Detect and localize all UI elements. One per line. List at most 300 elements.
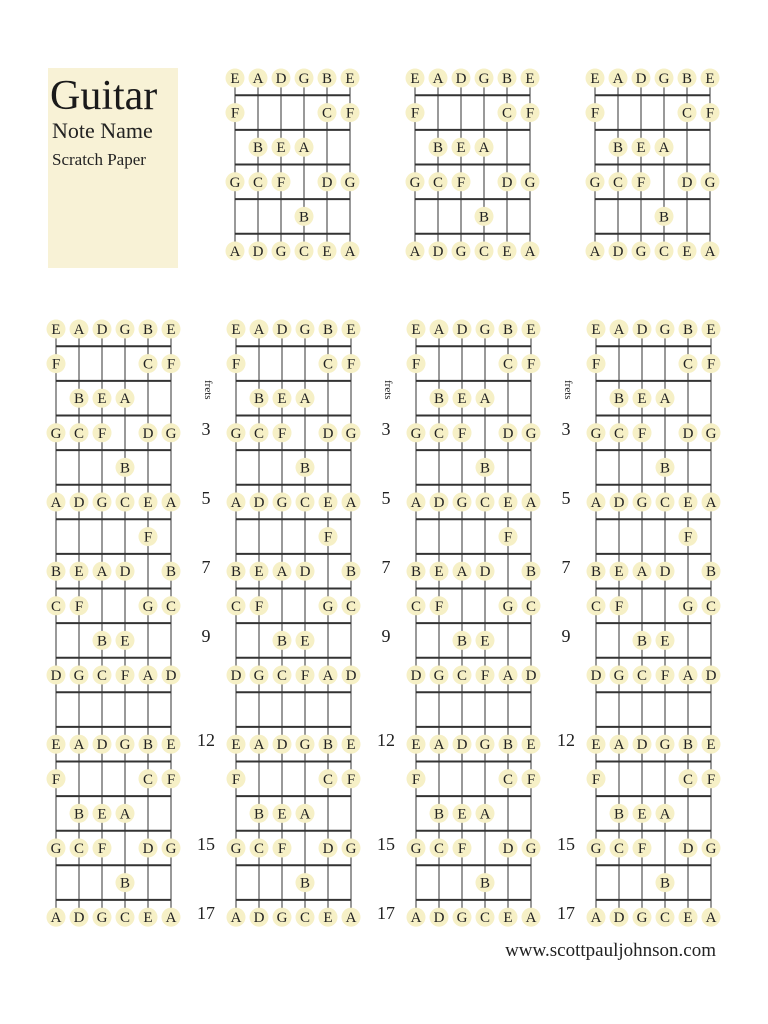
note-marker (342, 735, 361, 754)
note-marker (407, 735, 426, 754)
note-label: E (231, 322, 241, 338)
note-label: E (51, 737, 61, 754)
note-marker (93, 320, 112, 339)
note-marker (227, 493, 246, 512)
note-label: G (142, 598, 154, 615)
note-marker (701, 242, 720, 261)
note-marker (342, 423, 361, 442)
note-label: E (526, 737, 536, 754)
note-label: F (660, 668, 670, 684)
note-label: D (525, 668, 537, 684)
note-marker (610, 908, 629, 927)
note-label: B (681, 71, 693, 87)
note-marker (407, 908, 426, 927)
note-label: E (231, 737, 241, 754)
note-label: E (97, 391, 107, 408)
note-marker (499, 354, 518, 373)
note-label: B (322, 737, 334, 754)
note-label: G (525, 841, 537, 857)
note-marker (47, 562, 66, 581)
note-label: B (96, 633, 108, 650)
note-label: A (299, 806, 311, 823)
note-marker (116, 320, 135, 339)
note-marker (587, 735, 606, 754)
note-label: F (636, 174, 646, 191)
note-label: E (706, 737, 716, 754)
note-label: E (230, 71, 240, 87)
note-marker (430, 423, 449, 442)
note-marker (655, 242, 674, 261)
note-marker (319, 596, 338, 615)
note-marker (430, 596, 449, 615)
note-marker (319, 354, 338, 373)
note-label: G (410, 425, 422, 442)
note-label: G (276, 910, 288, 927)
note-marker (342, 596, 361, 615)
note-label: G (525, 425, 537, 442)
note-marker (678, 103, 697, 122)
note-label: A (659, 391, 671, 408)
note-marker (407, 493, 426, 512)
note-label: D (275, 71, 287, 87)
note-marker (250, 423, 269, 442)
note-marker (273, 666, 292, 685)
note-marker (162, 666, 181, 685)
note-label: B (345, 564, 357, 581)
note-label: A (433, 322, 445, 338)
note-marker (633, 631, 652, 650)
note-label: B (501, 71, 513, 87)
fret-number: 5 (381, 488, 391, 508)
note-marker (162, 320, 181, 339)
note-label: F (300, 668, 310, 684)
note-marker (679, 769, 698, 788)
note-label: C (502, 356, 514, 373)
note-label: D (276, 322, 288, 338)
note-marker (678, 242, 697, 261)
note-marker (272, 138, 291, 157)
fret-number: 15 (557, 834, 575, 854)
note-label: E (637, 806, 647, 823)
note-label: A (119, 806, 131, 823)
note-label: D (142, 425, 154, 442)
note-marker (476, 631, 495, 650)
note-marker (476, 389, 495, 408)
note-marker (610, 839, 629, 858)
note-marker (453, 839, 472, 858)
note-label: B (433, 806, 445, 823)
note-marker (319, 769, 338, 788)
note-marker (47, 839, 66, 858)
note-label: A (658, 140, 670, 157)
note-label: E (411, 322, 421, 338)
fret-number: 3 (201, 418, 211, 439)
note-label: D (230, 668, 242, 684)
note-label: B (119, 875, 131, 892)
note-label: C (658, 244, 670, 260)
note-label: E (277, 391, 287, 408)
note-marker (226, 103, 245, 122)
note-label: C (299, 910, 311, 927)
note-label: F (614, 598, 624, 615)
note-marker (227, 596, 246, 615)
note-label: C (525, 598, 537, 615)
note-label: B (230, 564, 242, 581)
note-label: A (704, 244, 716, 260)
note-marker (522, 735, 541, 754)
note-marker (295, 242, 314, 261)
note-marker (139, 493, 158, 512)
note-label: A (613, 737, 625, 754)
note-marker (273, 631, 292, 650)
note-marker (406, 103, 425, 122)
note-label: F (97, 425, 107, 442)
note-marker (632, 69, 651, 88)
note-label: C (636, 668, 648, 684)
note-label: A (705, 910, 717, 927)
note-label: F (277, 425, 287, 442)
note-marker (319, 666, 338, 685)
note-marker (139, 527, 158, 546)
note-label: F (591, 771, 601, 788)
note-label: G (635, 244, 647, 260)
note-marker (656, 873, 675, 892)
note-marker (162, 596, 181, 615)
note-label: G (705, 841, 717, 857)
note-marker (47, 596, 66, 615)
note-label: F (346, 771, 356, 788)
full-fretboard-1 (47, 320, 181, 927)
note-marker (296, 631, 315, 650)
note-marker (656, 389, 675, 408)
note-label: E (166, 322, 176, 338)
note-label: A (50, 910, 62, 927)
note-label: C (433, 841, 445, 857)
note-marker (116, 493, 135, 512)
note-marker (453, 804, 472, 823)
note-marker (319, 493, 338, 512)
note-marker (521, 69, 540, 88)
note-marker (587, 596, 606, 615)
note-marker (93, 666, 112, 685)
note-marker (476, 908, 495, 927)
note-label: A (230, 910, 242, 927)
note-marker (586, 103, 605, 122)
note-label: A (612, 71, 624, 87)
note-marker (609, 138, 628, 157)
note-label: E (682, 244, 692, 260)
note-label: G (658, 71, 670, 87)
note-label: F (526, 356, 536, 373)
note-label: D (73, 495, 85, 511)
note-marker (273, 735, 292, 754)
full-fretboard-2 (227, 320, 361, 927)
note-label: D (96, 322, 108, 338)
note-marker (227, 769, 246, 788)
note-label: C (252, 174, 264, 191)
note-label: C (478, 244, 490, 260)
note-label: C (230, 598, 242, 615)
note-marker (342, 562, 361, 581)
note-label: E (166, 737, 176, 754)
note-label: F (74, 598, 84, 615)
note-marker (499, 596, 518, 615)
note-marker (319, 908, 338, 927)
note-label: A (253, 737, 265, 754)
note-marker (318, 103, 337, 122)
note-label: E (410, 71, 420, 87)
note-marker (521, 172, 540, 191)
note-label: D (433, 495, 445, 511)
note-label: E (503, 910, 513, 927)
note-marker (678, 172, 697, 191)
note-label: G (456, 910, 468, 927)
note-marker (226, 242, 245, 261)
note-label: C (432, 174, 444, 191)
note-label: F (503, 529, 513, 546)
note-marker (406, 69, 425, 88)
note-marker (476, 493, 495, 512)
note-label: G (704, 174, 716, 191)
note-label: B (276, 633, 288, 650)
note-marker (47, 354, 66, 373)
note-label: B (479, 460, 491, 477)
note-label: B (142, 737, 154, 754)
fret-number: 9 (201, 626, 211, 647)
note-label: F (120, 668, 130, 684)
note-label: F (637, 425, 647, 442)
note-marker (453, 493, 472, 512)
note-marker (610, 389, 629, 408)
note-marker (93, 389, 112, 408)
note-marker (430, 493, 449, 512)
note-marker (453, 389, 472, 408)
note-marker (476, 804, 495, 823)
fret-number: 12 (197, 730, 215, 751)
note-label: F (457, 841, 467, 857)
note-label: C (613, 425, 625, 442)
note-marker (295, 138, 314, 157)
note-label: A (682, 668, 694, 684)
note-marker (452, 172, 471, 191)
note-label: B (590, 564, 602, 581)
note-label: C (253, 841, 265, 857)
note-label: D (705, 668, 717, 684)
note-label: E (456, 140, 466, 157)
note-label: C (456, 668, 468, 684)
note-marker (702, 562, 721, 581)
note-marker (139, 908, 158, 927)
note-marker (702, 596, 721, 615)
note-marker (609, 242, 628, 261)
note-label: B (613, 806, 625, 823)
note-label: E (323, 910, 333, 927)
note-marker (162, 839, 181, 858)
note-marker (93, 493, 112, 512)
note-marker (522, 769, 541, 788)
note-marker (632, 172, 651, 191)
note-label: G (165, 425, 177, 442)
note-label: F (683, 529, 693, 546)
note-label: A (229, 244, 241, 260)
note-marker (296, 908, 315, 927)
note-marker (522, 354, 541, 373)
note-label: D (681, 174, 693, 191)
note-marker (93, 631, 112, 650)
note-marker (139, 354, 158, 373)
note-label: C (433, 425, 445, 442)
note-marker (139, 666, 158, 685)
note-label: B (502, 737, 514, 754)
note-marker (498, 172, 517, 191)
note-marker (93, 735, 112, 754)
note-marker (407, 839, 426, 858)
note-marker (701, 172, 720, 191)
note-marker (70, 596, 89, 615)
note-label: F (97, 841, 107, 857)
note-label: A (253, 322, 265, 338)
note-label: F (166, 771, 176, 788)
note-marker (162, 423, 181, 442)
note-label: G (590, 841, 602, 857)
note-marker (227, 423, 246, 442)
note-label: A (252, 71, 264, 87)
note-marker (162, 493, 181, 512)
full-fretboard-3 (407, 320, 541, 927)
note-marker (341, 103, 360, 122)
note-label: C (253, 425, 265, 442)
note-label: B (410, 564, 422, 581)
note-marker (499, 735, 518, 754)
note-label: C (142, 356, 154, 373)
note-label: G (50, 841, 62, 857)
note-label: F (411, 356, 421, 373)
note-marker (342, 320, 361, 339)
note-marker (429, 172, 448, 191)
note-marker (656, 320, 675, 339)
note-label: G (230, 841, 242, 857)
note-marker (656, 735, 675, 754)
note-label: E (503, 495, 513, 511)
note-marker (70, 423, 89, 442)
note-marker (227, 735, 246, 754)
note-label: G (682, 598, 694, 615)
note-label: F (590, 105, 600, 122)
note-marker (476, 873, 495, 892)
note-marker (70, 389, 89, 408)
note-marker (476, 458, 495, 477)
note-marker (453, 423, 472, 442)
note-label: F (143, 529, 153, 546)
note-label: A (590, 910, 602, 927)
full-fretboard-4 (587, 320, 721, 927)
note-label: D (590, 668, 602, 684)
note-marker (70, 562, 89, 581)
note-label: C (502, 771, 514, 788)
note-marker (116, 873, 135, 892)
note-marker (47, 320, 66, 339)
note-marker (679, 423, 698, 442)
note-marker (250, 562, 269, 581)
note-marker (139, 423, 158, 442)
note-marker (679, 908, 698, 927)
note-marker (250, 804, 269, 823)
note-label: D (502, 841, 514, 857)
note-label: G (299, 737, 311, 754)
note-label: D (635, 71, 647, 87)
fret-number: 3 (561, 418, 571, 439)
note-label: E (322, 244, 332, 260)
note-marker (70, 493, 89, 512)
note-label: E (345, 71, 355, 87)
small-fretboard-3 (586, 69, 720, 261)
note-label: F (51, 771, 61, 788)
note-marker (587, 493, 606, 512)
note-marker (702, 735, 721, 754)
note-label: B (322, 322, 334, 338)
note-marker (407, 320, 426, 339)
note-marker (342, 354, 361, 373)
note-marker (162, 354, 181, 373)
note-label: F (346, 356, 356, 373)
note-marker (430, 804, 449, 823)
note-marker (162, 769, 181, 788)
note-label: E (143, 495, 153, 511)
note-marker (522, 562, 541, 581)
note-label: B (299, 875, 311, 892)
note-marker (430, 666, 449, 685)
note-label: A (344, 244, 356, 260)
note-marker (522, 493, 541, 512)
note-marker (249, 172, 268, 191)
note-marker (656, 908, 675, 927)
note-marker (610, 804, 629, 823)
note-label: A (479, 806, 491, 823)
note-label: C (682, 356, 694, 373)
note-label: G (479, 322, 491, 338)
note-label: C (276, 668, 288, 684)
note-marker (702, 666, 721, 685)
note-label: F (166, 356, 176, 373)
note-marker (679, 735, 698, 754)
note-marker (587, 423, 606, 442)
note-label: D (410, 668, 422, 684)
note-label: E (457, 391, 467, 408)
note-marker (655, 207, 674, 226)
page-subtitle: Note Name (52, 118, 153, 143)
note-marker (406, 242, 425, 261)
note-label: D (456, 737, 468, 754)
note-marker (499, 493, 518, 512)
note-label: G (409, 174, 421, 191)
note-label: F (480, 668, 490, 684)
note-marker (632, 242, 651, 261)
note-label: G (253, 668, 265, 684)
note-label: D (276, 737, 288, 754)
note-label: A (410, 495, 422, 511)
note-label: F (411, 771, 421, 788)
note-marker (609, 172, 628, 191)
note-marker (453, 631, 472, 650)
note-label: A (345, 495, 357, 511)
note-marker (272, 242, 291, 261)
note-marker (633, 908, 652, 927)
note-marker (633, 320, 652, 339)
note-label: C (590, 598, 602, 615)
note-marker (342, 908, 361, 927)
note-marker (296, 389, 315, 408)
note-marker (587, 562, 606, 581)
